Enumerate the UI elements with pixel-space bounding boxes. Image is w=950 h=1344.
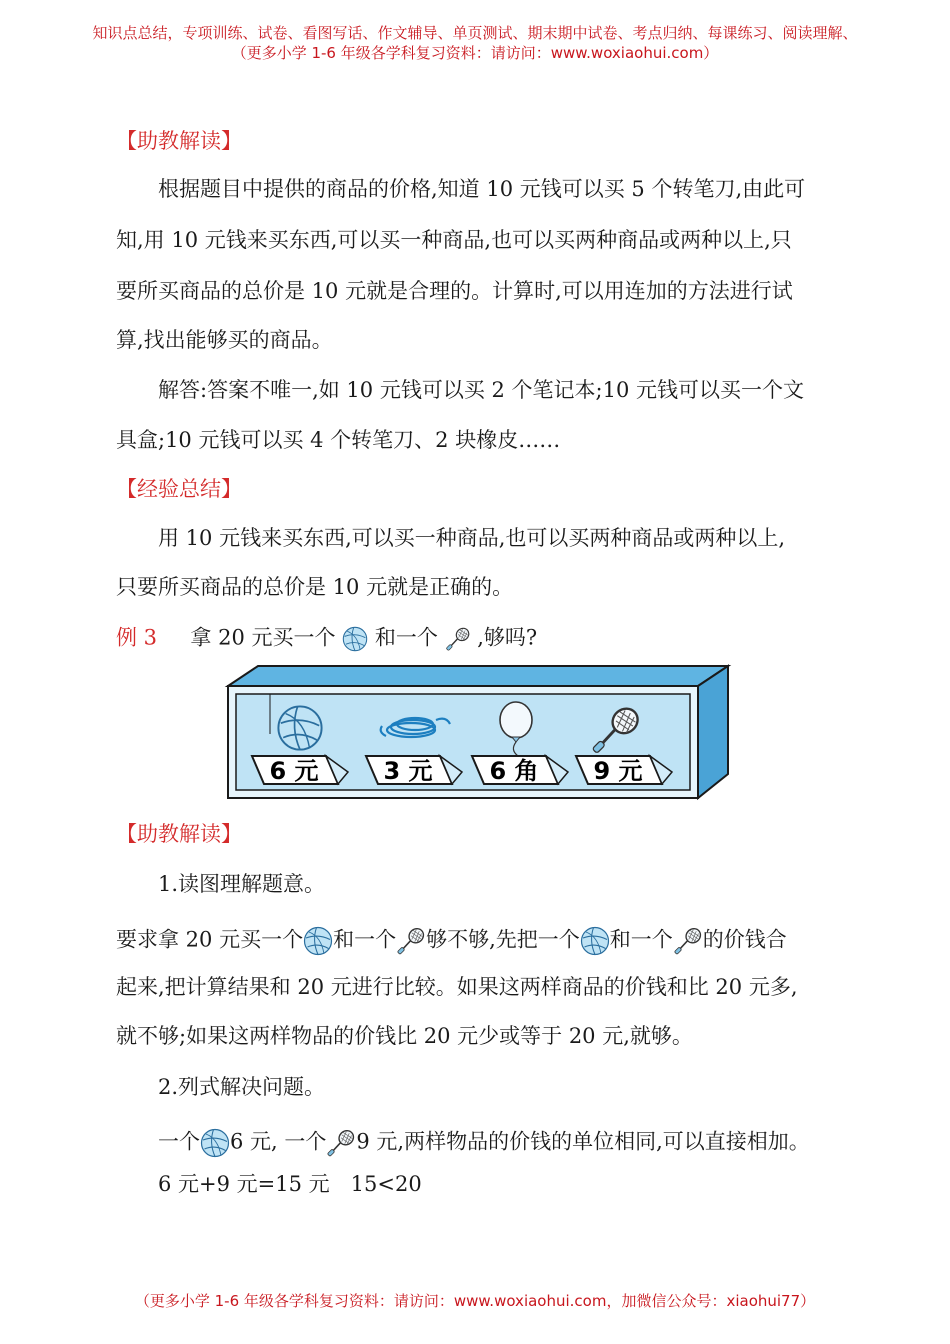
inline-text: 6 元, 一个 (230, 1129, 327, 1154)
section-heading-experience: 【经验总结】 (116, 477, 242, 501)
price-label: 6 元 (269, 757, 319, 785)
price-label: 9 元 (593, 757, 643, 785)
paragraph-line: 要所买商品的总价是 10 元就是合理的。计算时,可以用连加的方法进行试 (116, 279, 793, 303)
example-3-question (116, 626, 537, 652)
question-text: ,够吗? (477, 625, 538, 650)
question-text: 和一个 (374, 625, 438, 650)
footer: （更多小学 1-6 年级各学科复习资料：请访问：www.woxiaohui.com，加微信公众号：xiaohui77） (134, 1292, 816, 1310)
answer-line: 解答:答案不唯一,如 10 元钱可以买 2 个笔记本;10 元钱可以买一个文 (158, 378, 805, 402)
inline-text: 要求拿 20 元买一个 (116, 927, 304, 952)
ball-icon (580, 926, 610, 956)
step-title: 2.列式解决问题。 (158, 1075, 326, 1099)
ball-icon (303, 926, 333, 956)
paragraph-line (158, 1128, 810, 1158)
paragraph-line: 知,用 10 元钱来买东西,可以买一种商品,也可以买两种商品或两种以上,只 (116, 228, 792, 252)
inline-text: 一个 (158, 1129, 200, 1154)
paragraph-line (116, 926, 787, 956)
header-line-2: （更多小学 1-6 年级各学科复习资料：请访问：www.woxiaohui.com） (231, 44, 719, 62)
inline-text: 够不够,先把一个 (426, 927, 580, 952)
example-label: 例 3 (116, 625, 158, 650)
racket-icon (326, 1128, 356, 1158)
racket-icon (396, 926, 426, 956)
summary-line: 只要所买商品的总价是 10 元就是正确的。 (116, 575, 514, 599)
ball-icon (200, 1128, 230, 1158)
paragraph-line: 根据题目中提供的商品的价格,知道 10 元钱可以买 5 个转笔刀,由此可 (158, 177, 806, 201)
summary-line: 用 10 元钱来买东西,可以买一种商品,也可以买两种商品或两种以上, (158, 526, 786, 550)
inline-text: 和一个 (333, 927, 397, 952)
ball-icon (342, 626, 368, 652)
step-title: 1.读图理解题意。 (158, 872, 326, 896)
answer-line: 具盒;10 元钱可以买 4 个转笔刀、2 块橡皮…… (116, 428, 561, 452)
section-heading-assistant-1: 【助教解读】 (116, 129, 242, 153)
section-heading-assistant-2: 【助教解读】 (116, 822, 242, 846)
price-label: 3 元 (383, 757, 433, 785)
paragraph-line: 算,找出能够买的商品。 (116, 328, 333, 352)
inline-text: 9 元,两样物品的价钱的单位相同,可以直接相加。 (356, 1129, 810, 1154)
racket-icon (673, 926, 703, 956)
paragraph-line: 起来,把计算结果和 20 元进行比较。如果这两样商品的价钱和比 20 元多, (116, 975, 798, 999)
formula-line: 6 元+9 元=15 元 15<20 (158, 1172, 422, 1196)
inline-text: 的价钱合 (702, 927, 787, 952)
paragraph-line: 就不够;如果这两样物品的价钱比 20 元少或等于 20 元,就够。 (116, 1024, 693, 1048)
ball-icon (278, 706, 321, 749)
racket-icon (445, 626, 471, 652)
header-line-1: 知识点总结，专项训练、试卷、看图写话、作文辅导、单页测试、期末期中试卷、考点归纳、每课练习、阅读理解、 (92, 24, 858, 42)
inline-text: 和一个 (609, 927, 673, 952)
price-label: 6 角 (489, 757, 539, 785)
question-text: 拿 20 元买一个 (190, 625, 336, 650)
shop-shelf (218, 664, 738, 804)
